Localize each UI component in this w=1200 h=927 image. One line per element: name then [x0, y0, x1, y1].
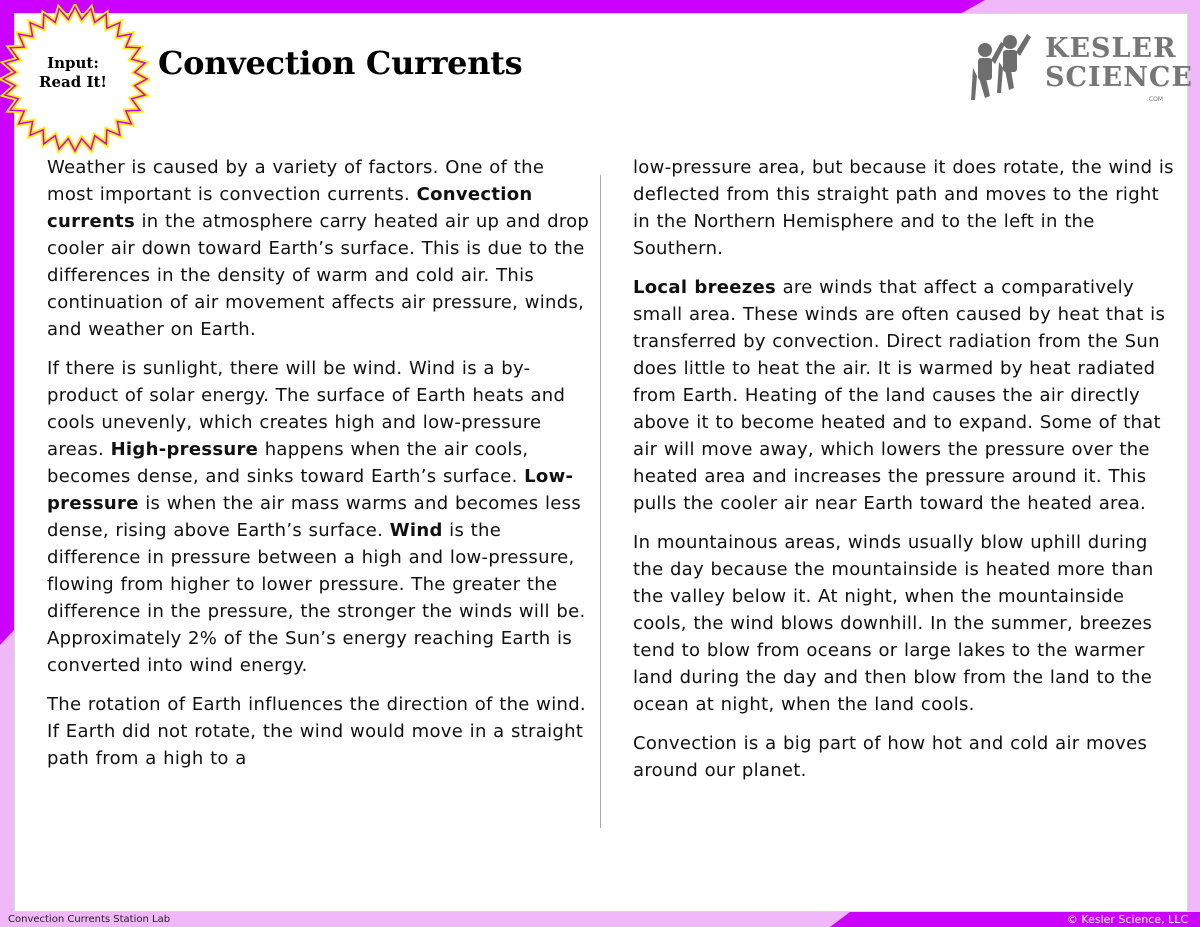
- bold-term: High-pressure: [110, 439, 259, 460]
- logo-line-2: SCIENCE: [1045, 62, 1193, 93]
- text-run: Convection is a big part of how hot and cold air moves around our planet.: [633, 733, 1148, 781]
- bold-term: Wind: [389, 520, 443, 541]
- text-run: low-pressure area, but because it does rotate, the wind is deflected from this straight path and moves to the right in the Northern Hemisphere and to the left in the Southern.: [633, 157, 1174, 259]
- text-run: happens when the air cools, becomes dense, and sinks toward Earth’s surface.: [47, 439, 529, 487]
- top-border-band: [0, 0, 1200, 14]
- footer-copyright: © Kesler Science, LLC: [1066, 913, 1188, 926]
- badge-line-2: Read It!: [39, 73, 107, 91]
- text-run: is the difference in pressure between a high and low-pressure, flowing from higher to lower pressure. The greater the difference in the pressure, the stronger the winds will be. Approximately 2% of the Sun’s energy reaching Earth is converted into wind energy.: [47, 520, 586, 676]
- text-run: in the atmosphere carry heated air up and drop cooler air down toward Earth’s surface. This is due to the differences in the density of warm and cold air. This continuation of air movement affects air pressure, winds, and weather on Earth.: [47, 211, 590, 340]
- text-run: are winds that affect a comparatively small area. These winds are often caused by heat that is transferred by convection. Direct radiation from the Sun does little to heat the air. It is warmed by heat radiated from Earth. Heating of the land causes the air directly above it to become heated and to expand. Some of that air will move away, which lowers the pressure over the heated area and increases the pressure around it. This pulls the cooler air near Earth toward the heated area.: [633, 277, 1166, 514]
- paragraph: [47, 355, 595, 679]
- logo-suffix: .COM: [1147, 96, 1163, 103]
- text-run: Weather is caused by a variety of factors. One of the most important is convection currents.: [47, 157, 545, 205]
- paragraph: [633, 154, 1181, 262]
- bold-term: Convection currents: [47, 184, 533, 232]
- paragraph: [633, 274, 1181, 517]
- footer-lab-name: Convection Currents Station Lab: [8, 914, 171, 925]
- logo-line-1: KESLER: [1045, 33, 1177, 64]
- text-run: In mountainous areas, winds usually blow uphill during the day because the mountainside is heated more than the valley below it. At night, when the mountainside cools, the wind blows downhill. In the summer, breezes tend to blow from oceans or large lakes to the warmer land during the day and then blow from the land to the ocean at night, when the land cools.: [633, 532, 1154, 715]
- paragraph: [633, 730, 1181, 784]
- bold-term: Local breezes: [633, 277, 777, 298]
- input-read-it-badge: [0, 4, 150, 154]
- text-run: If there is sunlight, there will be wind. Wind is a by-product of solar energy. The surface of Earth heats and cools unevenly, which creates high and low-pressure areas.: [47, 358, 566, 460]
- bottom-border-band: [0, 912, 1200, 927]
- column-divider: [600, 175, 601, 828]
- paragraph: [47, 691, 595, 772]
- text-run: The rotation of Earth influences the direction of the wind. If Earth did not rotate, the wind would move in a straight path from a high to a: [47, 694, 586, 769]
- right-text-column: [633, 154, 1181, 796]
- text-run: is when the air mass warms and becomes less dense, rising above Earth’s surface.: [47, 493, 582, 541]
- paragraph: [47, 154, 595, 343]
- students-raising-hands-icon: [965, 28, 1040, 103]
- paragraph: [633, 529, 1181, 718]
- bold-term: Low-pressure: [47, 466, 574, 514]
- left-text-column: [47, 154, 595, 784]
- kesler-science-logo: [965, 28, 1193, 110]
- page-title: Convection Currents: [158, 44, 523, 82]
- badge-line-1: Input:: [47, 54, 99, 72]
